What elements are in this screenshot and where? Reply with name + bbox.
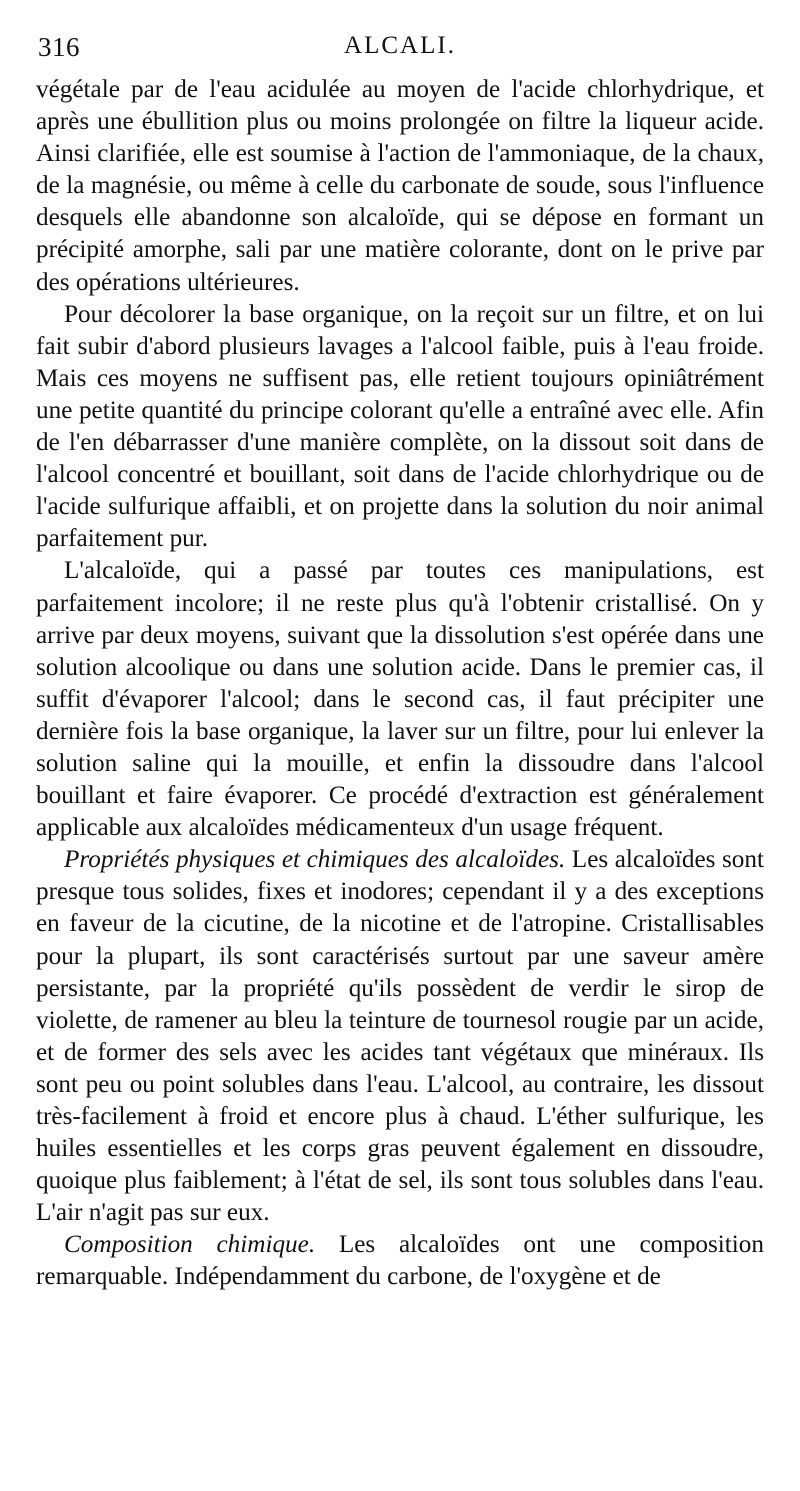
paragraph-continuation: végétale par de l'eau acidulée au moyen de l'acide chlorhydrique, et après une ébullition plus ou moins prolongée on filtre la liqueur acide. Ainsi clarifiée, elle est soumise à l'action de l'ammoniaque, de la chaux, de la magnésie, ou même à celle du carbonate de soude, sous l'influence desquels elle abandonne son alcaloïde, qui se dépose en formant un précipité amorphe, sali par une matière colorante, dont on le prive par des opérations ultérieures. <box>36 76 764 296</box>
section-heading-composition: Composition chimique. <box>64 1231 316 1259</box>
running-head: ALCALI. <box>344 32 456 59</box>
page-number: 316 <box>38 32 80 62</box>
page-header <box>36 24 764 74</box>
paragraph-decoloration: Pour décolorer la base organique, on la reçoit sur un filtre, et on lui fait subir d'abord plusieurs lavages a l'alcool faible, puis à l'eau froide. Mais ces moyens ne suffisent pas, elle retient toujours opiniâtrément une petite quantité du principe colorant qu'elle a entraîné avec elle. Afin de l'en débarrasser d'une manière complète, on la dissout soit dans de l'alcool concentré et bouillant, soit dans de l'acide chlorhydrique ou de l'acide sulfurique affaibli, et on projette dans la solution du noir animal parfaitement pur. <box>36 300 764 553</box>
body-text <box>36 74 764 1294</box>
paragraph-properties <box>36 844 764 1229</box>
paragraph-properties-text: Les alcaloïdes sont presque tous solides, fixes et inodores; cependant il y a des exceptions en faveur de la cicutine, de la nicotine et de l'atropine. Cristallisables pour la plupart, ils sont caractérisés surtout par une saveur amère persistante, par la propriété qu'ils possèdent de verdir le sirop de violette, de ramener au bleu la teinture de tournesol rougie par un acide, et de former des sels avec les acides tant végétaux que minéraux. Ils sont peu ou point solubles dans l'eau. L'alcool, au contraire, les dissout très-facilement à froid et encore plus à chaud. L'éther sulfurique, les huiles essentielles et les corps gras peuvent également en dissoudre, quoique plus faiblement; à l'état de sel, ils sont tous solubles dans l'eau. L'air n'agit pas sur eux. <box>36 846 764 1227</box>
section-heading-properties: Propriétés physiques et chimiques des alcaloïdes. <box>64 846 566 874</box>
paragraph-composition <box>36 1229 764 1293</box>
paragraph-composition-text: Les alcaloïdes ont une composition remarquable. Indépendamment du carbone, de l'oxygène et de <box>36 1231 764 1291</box>
paragraph-crystallisation: L'alcaloïde, qui a passé par toutes ces manipulations, est parfaitement incolore; il ne reste plus qu'à l'obtenir cristallisé. On y arrive par deux moyens, suivant que la dissolution s'est opérée dans une solution alcoolique ou dans une solution acide. Dans le premier cas, il suffit d'évaporer l'alcool; dans le second cas, il faut précipiter une dernière fois la base organique, la laver sur un filtre, pour lui enlever la solution saline qui la mouille, et enfin la dissoudre dans l'alcool bouillant et faire évaporer. Ce procédé d'extraction est généralement applicable aux alcaloïdes médicamenteux d'un usage fréquent. <box>36 557 764 842</box>
